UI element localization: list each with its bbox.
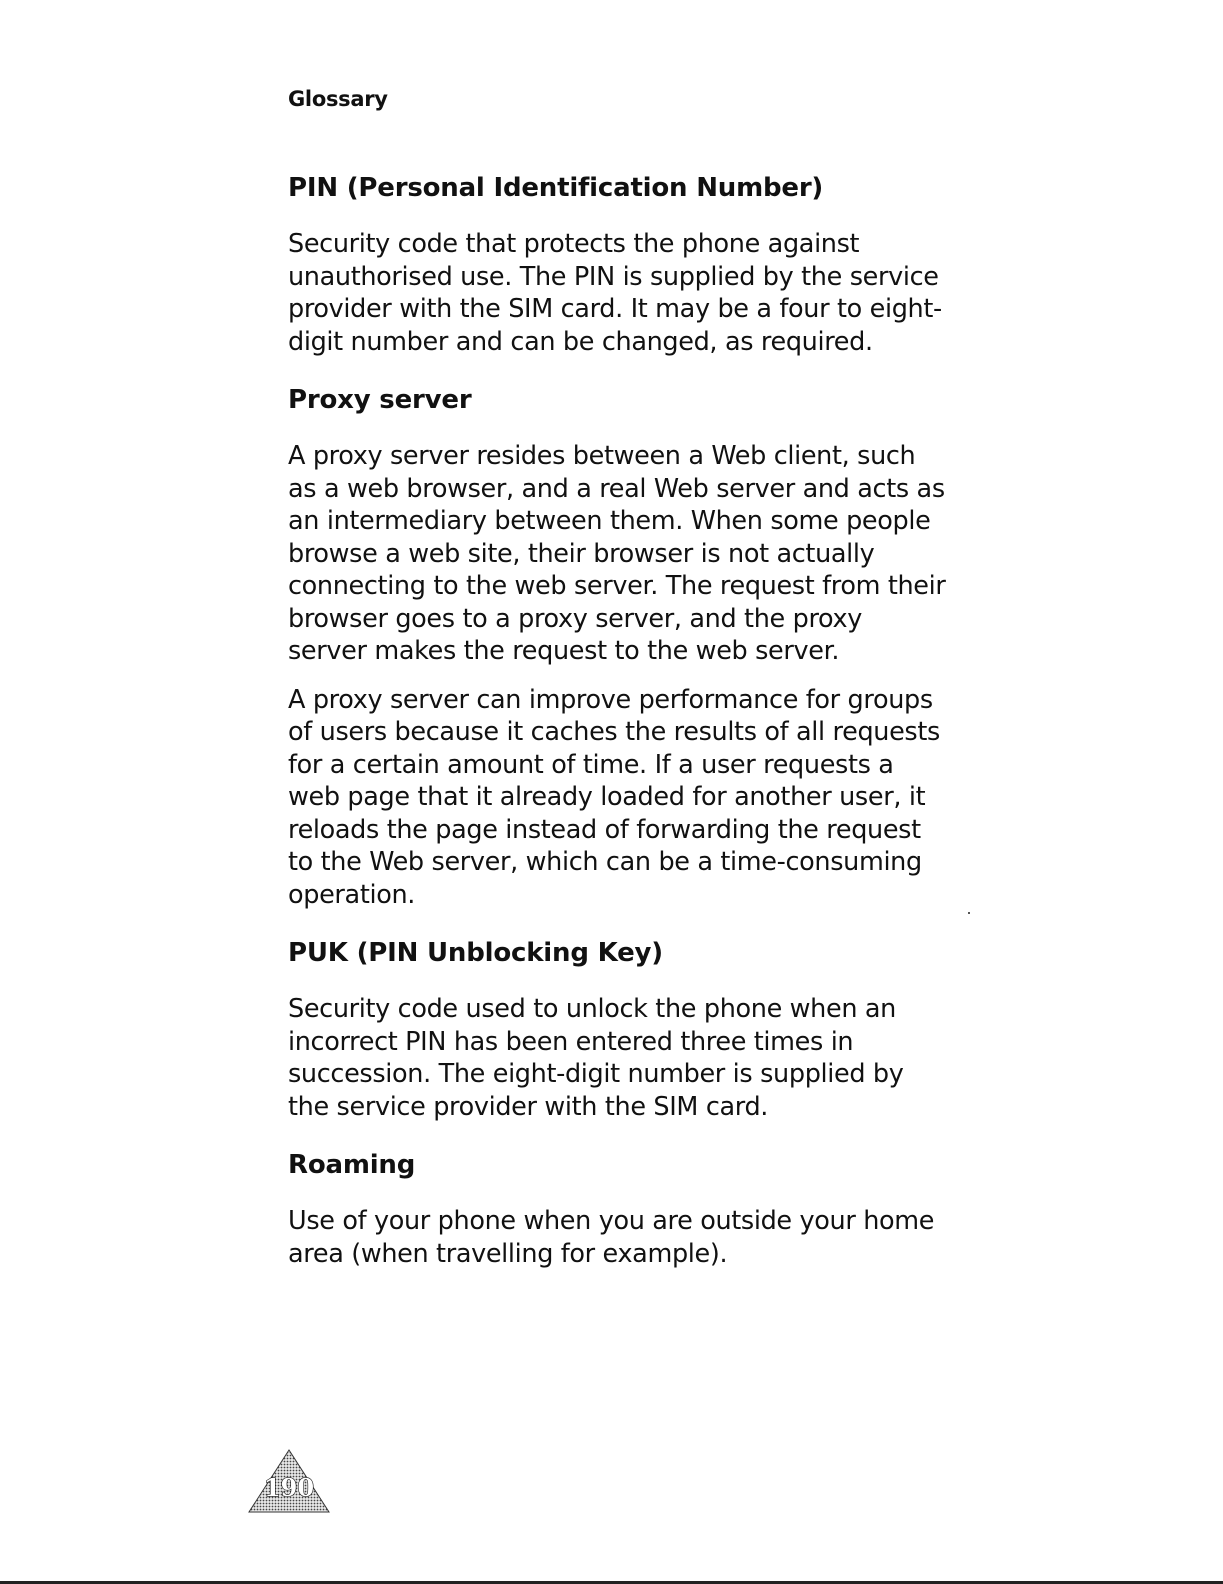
term-heading: PUK (PIN Unblocking Key) xyxy=(288,938,663,968)
definition-paragraph: Security code that protects the phone against unauthorised use. The PIN is supplied by the service provider with the SIM card. It may be a four to eight-digit number and can be changed, as required. xyxy=(288,229,942,357)
definition-paragraph: Security code used to unlock the phone when an incorrect PIN has been entered three times in succession. The eight-digit number is supplied by the service provider with the SIM card. xyxy=(288,994,904,1122)
glossary-entry-roaming xyxy=(288,1145,948,1270)
glossary-entry-puk xyxy=(288,933,948,1123)
term-heading: Roaming xyxy=(288,1150,416,1180)
glossary-entry-proxy-server xyxy=(288,380,948,911)
definition-paragraph: A proxy server can improve performance for groups of users because it caches the results of all requests for a certain amount of time. If a user requests a web page that it already loaded for another user, it reloads the page instead of forwarding the request to the Web server, which can be a time-consuming operation. xyxy=(288,684,940,910)
page-number: 190 xyxy=(263,1473,315,1502)
glossary-entry-pin xyxy=(288,168,948,358)
glossary-content xyxy=(288,168,948,1292)
definition-paragraph: Use of your phone when you are outside your home area (when travelling for example). xyxy=(288,1206,935,1269)
page-number-badge xyxy=(247,1448,331,1514)
term-heading: PIN (Personal Identification Number) xyxy=(288,173,824,203)
term-heading: Proxy server xyxy=(288,385,472,415)
running-header: Glossary xyxy=(288,87,388,111)
scan-speck xyxy=(968,912,970,914)
definition-paragraph: A proxy server resides between a Web client, such as a web browser, and a real Web server and acts as an intermediary between them. When some people browse a web site, their browser is not actually connecting to the web server. The request from their browser goes to a proxy server, and the proxy server makes the request to the web server. xyxy=(288,441,946,666)
